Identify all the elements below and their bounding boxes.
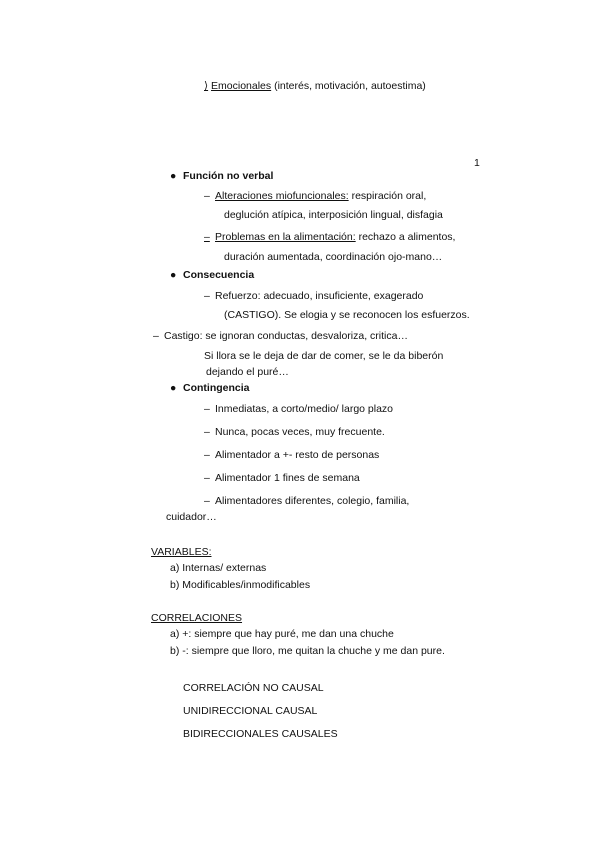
consecuencia-item-1-cont: (CASTIGO). Se elogia y se reconocen los esfuerzos. [224,309,470,321]
funcion-title: Función no verbal [183,170,274,182]
funcion-heading [170,170,273,183]
contingencia-item [204,449,379,462]
bullet-icon: ● [170,269,177,281]
variables-heading: VARIABLES: [151,546,212,558]
dash-icon: – [204,290,210,302]
funcion-item-2-rest: rechazo a alimentos, [355,231,456,243]
funcion-item-1-rest: respiración oral, [348,190,427,202]
contingencia-item [204,472,360,485]
section-header [204,80,426,93]
contingencia-item [204,403,393,416]
variables-item: b) Modificables/inmodificables [170,579,311,591]
dash-icon: – [204,190,210,202]
castigo-cont-2: dejando el puré… [206,366,289,378]
correlaciones-heading: CORRELACIONES [151,612,243,624]
funcion-item-2-cont: duración aumentada, coordinación ojo-mano… [224,251,443,263]
correlaciones-item: b) -: siempre que lloro, me quitan la chuche y me dan pure. [170,645,445,657]
bullet-icon: ● [170,170,177,182]
correlation-type: BIDIRECCIONALES CAUSALES [183,728,338,740]
consecuencia-item-1 [204,290,423,303]
contingencia-item-text: Alimentador 1 fines de semana [215,472,360,484]
consecuencia-title: Consecuencia [183,269,255,281]
dash-icon: – [204,495,210,507]
header-title: Emocionales [211,80,272,92]
funcion-item-2 [204,231,455,244]
contingencia-item-text: Inmediatas, a corto/medio/ largo plazo [215,403,394,415]
contingencia-item [204,495,409,508]
dash-icon: – [204,472,210,484]
dash-icon: – [204,403,210,415]
header-marker: ⟩ [204,80,209,92]
castigo-cont-1: Si llora se le deja de dar de comer, se le da biberón [204,350,444,362]
castigo-line [153,330,408,343]
dash-icon: – [204,231,210,243]
bullet-icon: ● [170,382,177,394]
contingencia-item-text: Nunca, pocas veces, muy frecuente. [215,426,385,438]
variables-item: a) Internas/ externas [170,562,267,574]
contingencia-item [204,426,385,439]
contingencia-heading [170,382,250,395]
funcion-item-1-cont: deglución atípica, interposición lingual, disfagia [224,209,443,221]
consecuencia-item-1-text: Refuerzo: adecuado, insuficiente, exagerado [215,290,424,302]
dash-icon: – [153,330,159,342]
header-rest: (interés, motivación, autoestima) [271,80,426,92]
contingencia-item-cont: cuidador… [166,511,217,523]
contingencia-title: Contingencia [183,382,250,394]
contingencia-item-text: Alimentadores diferentes, colegio, familia, [215,495,410,507]
funcion-item-1-label: Alteraciones miofuncionales: [215,190,349,202]
funcion-item-1 [204,190,426,203]
consecuencia-heading [170,269,254,282]
page-number: 1 [474,157,480,169]
correlation-type: CORRELACIÓN NO CAUSAL [183,682,324,694]
correlation-type: UNIDIRECCIONAL CAUSAL [183,705,318,717]
funcion-item-2-label: Problemas en la alimentación: [215,231,356,243]
correlaciones-item: a) +: siempre que hay puré, me dan una chuche [170,628,394,640]
castigo-text: Castigo: se ignoran conductas, desvaloriza, critica… [164,330,408,342]
dash-icon: – [204,449,210,461]
contingencia-item-text: Alimentador a +- resto de personas [215,449,380,461]
dash-icon: – [204,426,210,438]
